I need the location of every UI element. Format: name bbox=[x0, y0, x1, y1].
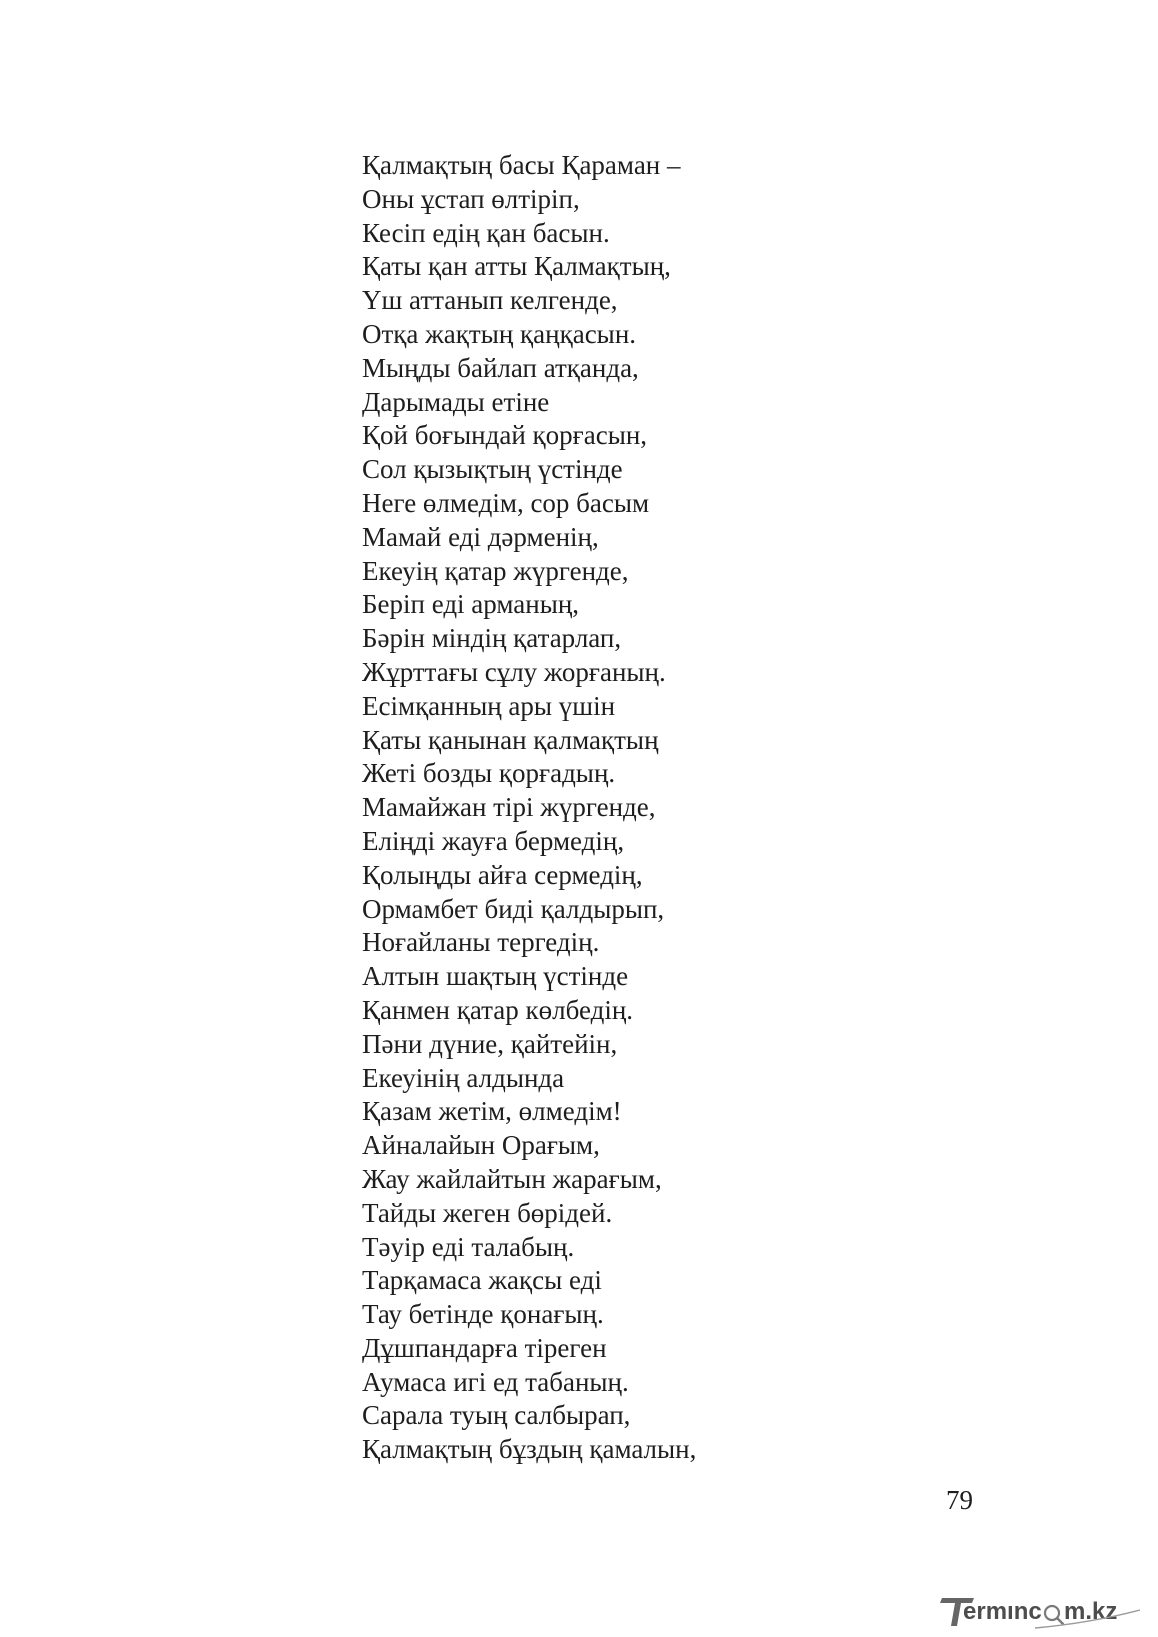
poem-line: Ноғайланы тергедің. bbox=[362, 927, 600, 958]
poem-line: Отқа жақтың қаңқасын. bbox=[362, 318, 637, 349]
poem-line: Еліңді жауға бермедің, bbox=[362, 825, 625, 856]
poem-line: Сарала туың салбырап, bbox=[362, 1400, 631, 1431]
magnifier-icon bbox=[1045, 1606, 1063, 1624]
poem-line: Үш аттанып келгенде, bbox=[362, 285, 618, 316]
logo-text-part2: m.kz bbox=[1064, 1598, 1118, 1625]
poem-line: Неге өлмедім, сор басым bbox=[362, 487, 650, 518]
poem-line: Тау бетінде қонағың. bbox=[362, 1299, 604, 1330]
poem-line: Мамай еді дәрменің, bbox=[362, 521, 599, 552]
poem-line: Есімқанның ары үшін bbox=[362, 690, 616, 721]
logo-text-part1: ermınc bbox=[963, 1598, 1042, 1625]
termincom-logo-graphic bbox=[940, 1592, 1140, 1632]
poem-line: Дұшпандарға тіреген bbox=[362, 1332, 607, 1363]
poem-line: Қалмақтың басы Қараман – bbox=[362, 150, 681, 180]
poem-line: Екеуің қатар жүргенде, bbox=[362, 555, 629, 586]
poem-line: Тайды жеген бөрідей. bbox=[362, 1197, 613, 1228]
poem-line: Қанмен қатар көлбедің. bbox=[362, 994, 634, 1025]
poem-line: Оны ұстап өлтіріп, bbox=[362, 183, 580, 214]
poem-line: Қалмақтың бұздың қамалын, bbox=[362, 1434, 697, 1465]
poem-line: Екеуінің алдында bbox=[362, 1062, 565, 1093]
poem-line: Мамайжан тірі жүргенде, bbox=[362, 792, 656, 823]
poem-line: Қаты қанынан қалмақтың bbox=[362, 724, 659, 755]
page-number: 79 bbox=[946, 1485, 973, 1515]
poem-line: Қаты қан атты Қалмақтың, bbox=[362, 251, 671, 282]
poem-line: Беріп еді арманың, bbox=[362, 589, 580, 620]
poem-line: Алтын шақтың үстінде bbox=[362, 961, 629, 992]
poem-line: Мыңды байлап атқанда, bbox=[362, 352, 639, 383]
poem-line: Аумаса игі ед табаның. bbox=[362, 1366, 629, 1397]
poem-line: Дарымады етіне bbox=[362, 386, 550, 417]
poem-line: Қазам жетім, өлмедім! bbox=[362, 1096, 622, 1127]
poem-line: Қолыңды айға сермедің, bbox=[362, 859, 643, 890]
poem-line: Жұрттағы сұлу жорғаның. bbox=[362, 656, 666, 687]
termincom-logo bbox=[940, 1592, 1140, 1632]
poem-line: Кесіп едің қан басын. bbox=[362, 217, 610, 248]
poem-line: Тарқамаса жақсы еді bbox=[362, 1265, 602, 1296]
poem-line: Сол қызықтың үстінде bbox=[362, 454, 623, 485]
poem-line: Ормамбет биді қалдырып, bbox=[362, 893, 665, 924]
poem-line: Айналайын Орағым, bbox=[362, 1130, 600, 1161]
poem-line: Тәуір еді талабың. bbox=[362, 1231, 575, 1262]
poem-line: Бәрін міндің қатарлап, bbox=[362, 623, 622, 654]
poem-text bbox=[362, 149, 696, 1467]
poem-line: Жеті бозды қорғадың. bbox=[362, 758, 616, 789]
poem-line: Пәни дүние, қайтейін, bbox=[362, 1028, 618, 1059]
poem-line: Жау жайлайтын жарағым, bbox=[362, 1163, 662, 1194]
poem-line: Қой боғындай қорғасын, bbox=[362, 420, 648, 451]
